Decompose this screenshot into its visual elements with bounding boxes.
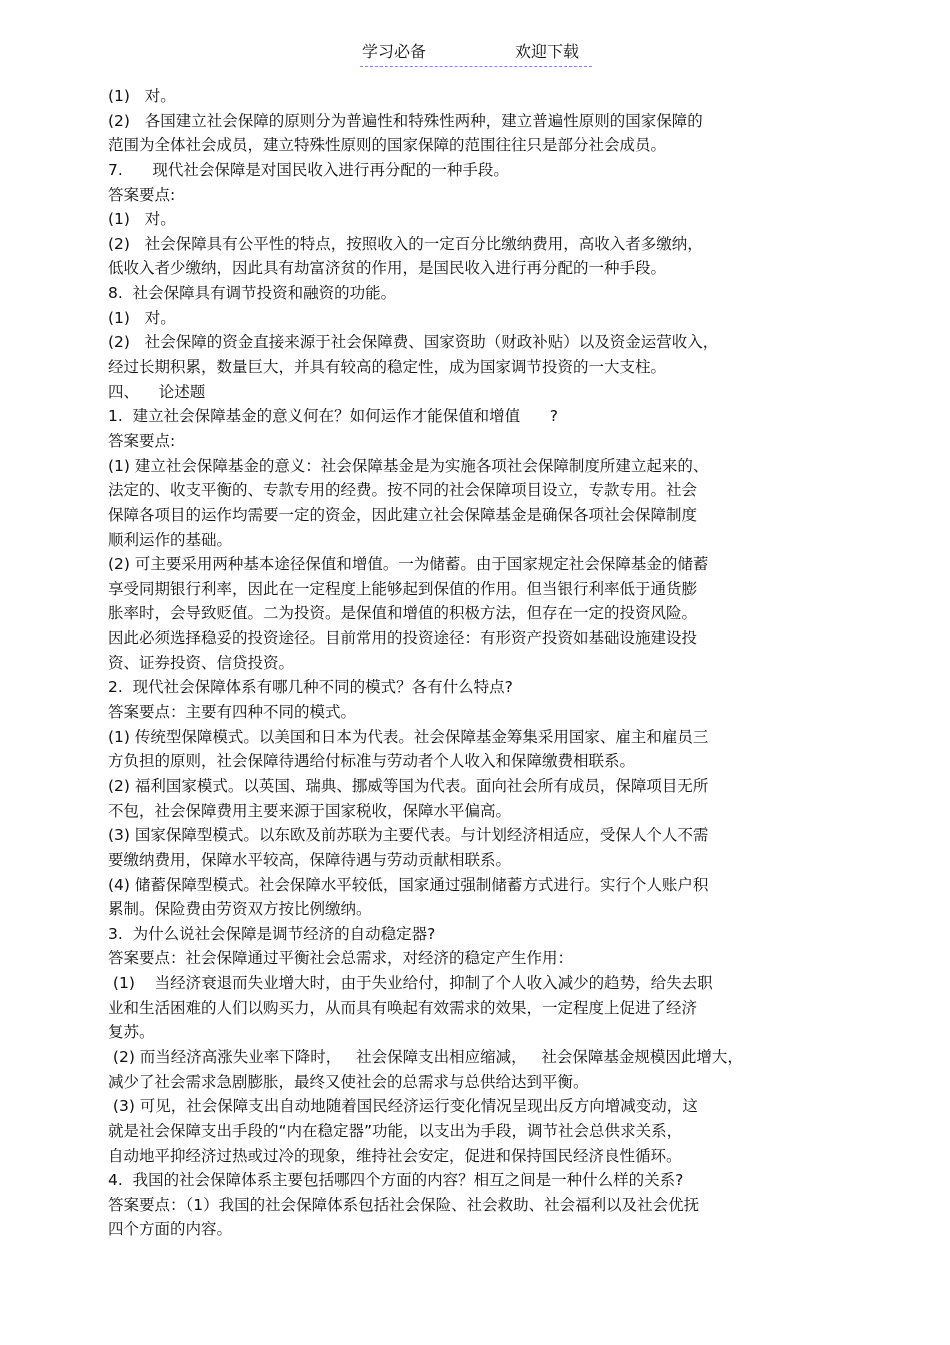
text-line: 享受同期银行利率，因此在一定程度上能够起到保值的作用。但当银行利率低于通货膨 — [108, 579, 698, 598]
text-line: 胀率时，会导致贬值。二为投资。是保值和增值的积极方法，但存在一定的投资风险。 — [108, 604, 698, 623]
text-line: (3) 国家保障型模式。以东欧及前苏联为主要代表。与计划经济相适应，受保人个人不需 — [108, 826, 709, 845]
text-line: 顺利运作的基础。 — [108, 530, 233, 549]
text-line: 答案要点: — [108, 185, 176, 204]
text-line: 7. 现代社会保障是对国民收入进行再分配的一种手段。 — [108, 160, 509, 179]
text-line: (4) 储蓄保障型模式。社会保障水平较低，国家通过强制储蓄方式进行。实行个人账户积 — [108, 875, 709, 894]
text-line: (1) 建立社会保障基金的意义：社会保障基金是为实施各项社会保障制度所建立起来的、 — [108, 456, 709, 475]
text-line: 1. 建立社会保障基金的意义何在？如何运作才能保值和增值 ? — [108, 407, 558, 426]
document-body — [108, 84, 848, 1242]
text-line: 答案要点: — [108, 431, 176, 450]
text-line: 不包，社会保障费用主要来源于国家税收，保障水平偏高。 — [108, 801, 512, 820]
text-line: 要缴纳费用，保障水平较高，保障待遇与劳动贡献相联系。 — [108, 850, 512, 869]
text-line: (1) 传统型保障模式。以美国和日本为代表。社会保障基金筹集采用国家、雇主和雇员三 — [108, 727, 709, 746]
text-line: 答案要点：社会保障通过平衡社会总需求，对经济的稳定产生作用： — [108, 949, 574, 968]
text-line: 保障各项目的运作均需要一定的资金，因此建立社会保障基金是确保各项社会保障制度 — [108, 505, 698, 524]
text-line: 8. 社会保障具有调节投资和融资的功能。 — [108, 284, 397, 303]
text-line: 2. 现代社会保障体系有哪几种不同的模式？各有什么特点? — [108, 678, 513, 697]
header-left-text: 学习必备 — [362, 42, 427, 61]
text-line: (1) 对。 — [108, 308, 176, 327]
text-line: (1) 当经济衰退而失业增大时，由于失业给付，抑制了个人收入减少的趋势，给失去职 — [108, 974, 713, 993]
text-line: (2) 社会保障的资金直接来源于社会保障费、国家资助（财政补贴）以及资金运营收入， — [108, 333, 719, 352]
text-line: (2) 各国建立社会保障的原则分为普遍性和特殊性两种，建立普遍性原则的国家保障的 — [108, 111, 703, 130]
text-line: (3) 可见，社会保障支出自动地随着国民经济运行变化情况呈现出反方向增减变动，这 — [108, 1097, 698, 1116]
text-line: (2) 福利国家模式。以英国、瑞典、挪威等国为代表。面向社会所有成员，保障项目无所 — [108, 776, 709, 795]
text-line: 方负担的原则，社会保障待遇给付标准与劳动者个人收入和保障缴费相联系。 — [108, 752, 636, 771]
text-line: 答案要点：主要有四种不同的模式。 — [108, 703, 357, 722]
text-line: 复苏。 — [108, 1023, 155, 1042]
text-line: 低收入者少缴纳，因此具有劫富济贫的作用，是国民收入进行再分配的一种手段。 — [108, 259, 667, 278]
text-line: 资、证券投资、信贷投资。 — [108, 653, 295, 672]
text-line: 3. 为什么说社会保障是调节经济的自动稳定器? — [108, 924, 436, 943]
page-header — [360, 40, 592, 67]
text-line: 四、 论述题 — [108, 382, 206, 401]
header-right-text: 欢迎下载 — [515, 42, 580, 61]
text-line: 经过长期积累，数量巨大，并具有较高的稳定性，成为国家调节投资的一大支柱。 — [108, 358, 667, 377]
text-line: (2) 可主要采用两种基本途径保值和增值。一为储蓄。由于国家规定社会保障基金的储蓄 — [108, 555, 709, 574]
text-line: 法定的、收支平衡的、专款专用的经费。按不同的社会保障项目设立，专款专用。社会 — [108, 481, 698, 500]
text-line: (1) 对。 — [108, 210, 176, 229]
text-line: (1) 对。 — [108, 87, 176, 105]
text-line: 减少了社会需求急剧膨胀，最终又使社会的总需求与总供给达到平衡。 — [108, 1072, 589, 1091]
text-line: (2) 而当经济高涨失业率下降时， 社会保障支出相应缩减， 社会保障基金规模因此增大， — [108, 1047, 743, 1066]
text-line: 业和生活困难的人们以购买力，从而具有唤起有效需求的效果，一定程度上促进了经济 — [108, 998, 698, 1017]
text-line: (2) 社会保障具有公平性的特点，按照收入的一定百分比缴纳费用，高收入者多缴纳， — [108, 234, 703, 253]
text-line: 因此必须选择稳妥的投资途径。目前常用的投资途径：有形资产投资如基础设施建设投 — [108, 629, 698, 648]
text-line: 范围为全体社会成员，建立特殊性原则的国家保障的范围往往只是部分社会成员。 — [108, 136, 667, 155]
text-line: 4. 我国的社会保障体系主要包括哪四个方面的内容？相互之间是一种什么样的关系? — [108, 1171, 684, 1190]
text-line: 自动地平抑经济过热或过冷的现象，维持社会安定，促进和保持国民经济良性循环。 — [108, 1146, 682, 1165]
text-line: 就是社会保障支出手段的“内在稳定器”功能，以支出为手段，调节社会总供求关系， — [108, 1121, 683, 1140]
text-line: 累制。保险费由劳资双方按比例缴纳。 — [108, 900, 372, 919]
text-line: 答案要点：（1）我国的社会保障体系包括社会保险、社会救助、社会福利以及社会优抚 — [108, 1195, 700, 1214]
text-line: 四个方面的内容。 — [108, 1220, 233, 1239]
